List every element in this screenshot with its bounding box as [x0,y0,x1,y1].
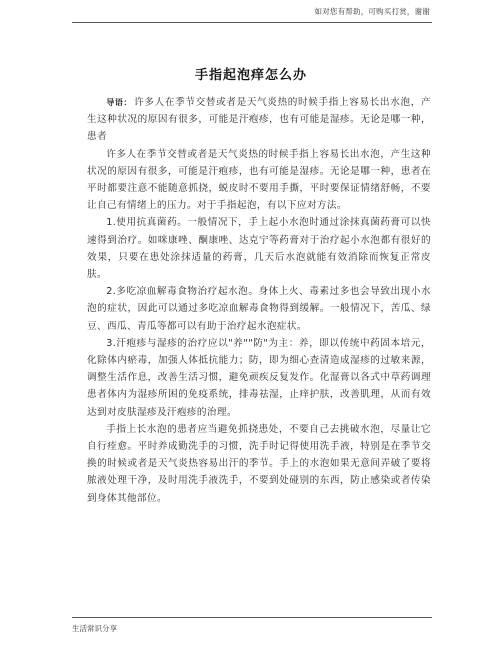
body-paragraph-method-2: 2.多吃凉血解毒食物治疗起水泡。身体上火、毒素过多也会导致出现小水泡的症状，因此可以通过多吃凉血解毒食物得到缓解。一般情况下，苦瓜、绿豆、西瓜、青瓜等都可以有助于治疗起水泡症状。 [87,286,431,332]
abstract-label: 导语： [106,98,133,107]
abstract-text: 许多人在季节交替或者是天气炎热的时候手指上容易长出水泡，产生这种状况的原因有很多，可能是汗疱疹，也有可能是湿疹。无论是哪一种，患者 [87,97,431,143]
body-paragraph-method-1: 1.使用抗真菌药。一般情况下，手上起小水泡时通过涂抹真菌药膏可以快速得到治疗。如咪康唑、酮康唑、达克宁等药膏对于治疗起小水泡都有很好的效果，只要在患处涂抹适量的药膏，几天后水泡就能有效消除而恢复正常皮肤。 [87,217,431,281]
document-title: 手指起泡痒怎么办 [194,68,307,83]
document-body [87,94,431,507]
body-paragraph-intro: 许多人在季节交替或者是天气炎热的时候手指上容易长出水泡，产生这种状况的原因有很多，可能是汗疱疹，也有可能是湿疹。无论是哪一种，患者在平时都要注意不能随意抓挠，蜕皮时不要用手撕，平时要保证情绪舒畅，不要让自己有情绪上的压力。对于手指起泡，有以下应对方法。 [87,148,431,212]
footer-divider [72,617,432,618]
header-divider [72,22,432,23]
header-note: 如对您有帮助，可购买打赏，谢谢 [314,7,430,16]
body-paragraph-method-3: 3.汗疱疹与湿疹的治疗应以"养""防"为主：养，即以传统中药固本培元，化除体内瘀毒，加强人体抵抗能力；防，即为细心查清造成湿疹的过敏来源，调整生活作息，改善生活习惯，避免顽疾反复发作。化湿膏以各式中草药调理患者体内为湿疹所困的免疫系统，排毒祛湿，止痒护肤，改善肌理，从而有效达到对皮肤湿疹及汗疱疹的治理。 [87,337,431,418]
footer-note: 生活常识分享 [72,624,117,633]
abstract-paragraph [87,94,431,146]
body-paragraph-advice: 手指上长水泡的患者应当避免抓挠患处，不要自己去挑破水泡，尽量让它自行痊愈。平时养成勤洗手的习惯，洗手时记得使用洗手液，特别是在季节交换的时候或者是天气炎热容易出汗的季节。手上的水泡如果无意间弄破了要将脓液处理干净，及时用洗手液洗手，不要到处碰别的东西，防止感染或者传染到身体其他部位。 [87,423,431,504]
